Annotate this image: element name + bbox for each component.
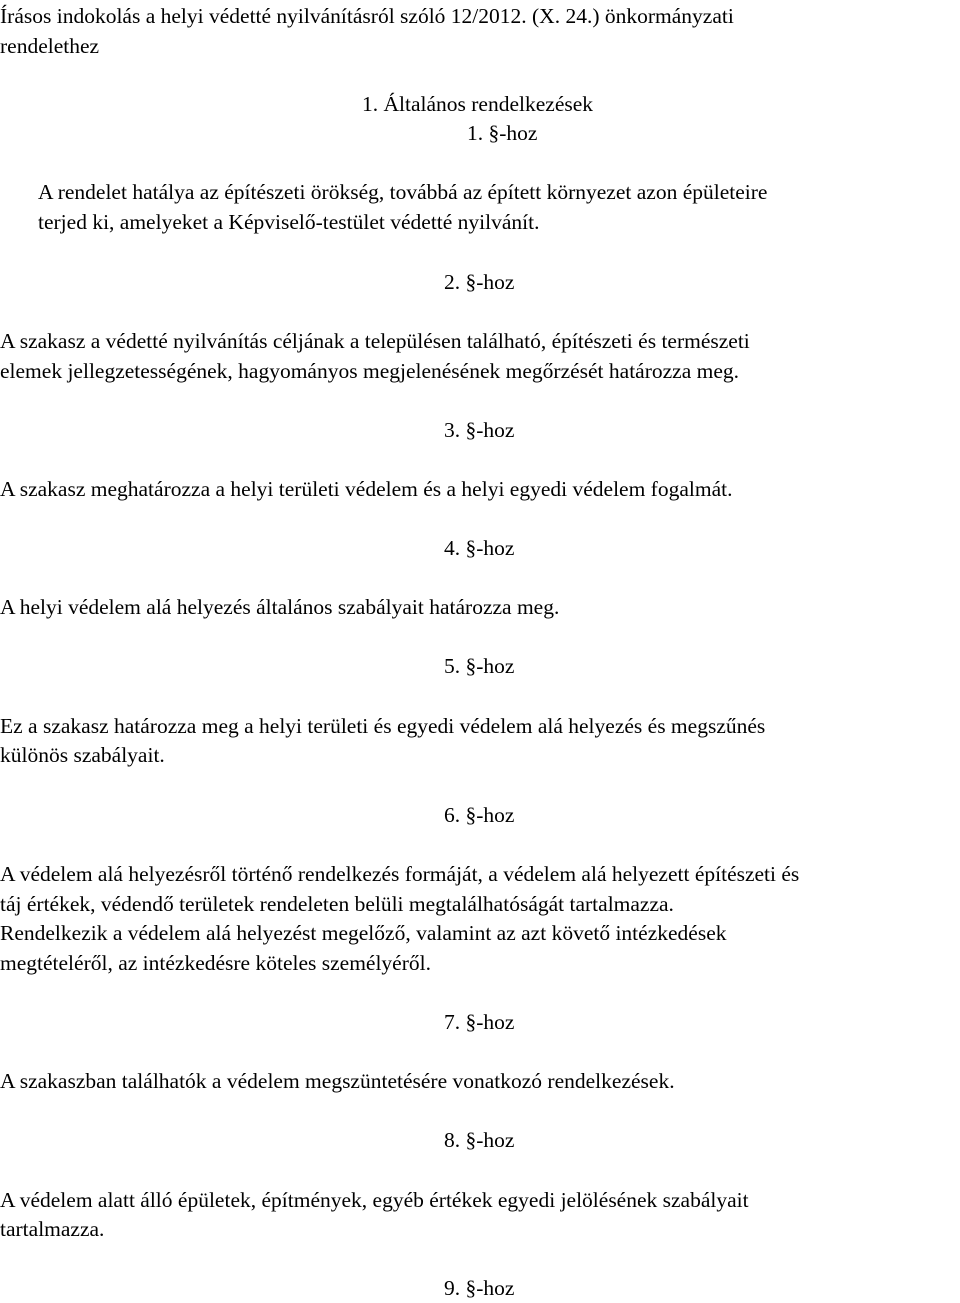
section-heading-6: 6. §-hoz bbox=[444, 803, 515, 827]
section-heading-7: 7. §-hoz bbox=[444, 1010, 515, 1034]
section-6-line-4: megtételéről, az intézkedésre köteles személyéről. bbox=[0, 951, 431, 975]
section-5-line-2: különös szabályait. bbox=[0, 743, 165, 767]
section-4-line-1: A helyi védelem alá helyezés általános szabályait határozza meg. bbox=[0, 595, 560, 619]
section-5-line-1: Ez a szakasz határozza meg a helyi területi és egyedi védelem alá helyezés és megszűnés bbox=[0, 714, 766, 738]
section-2-line-2: elemek jellegzetességének, hagyományos megjelenésének megőrzését határozza meg. bbox=[0, 359, 740, 383]
document-title-line-1: Írásos indokolás a helyi védetté nyilvánításról szóló 12/2012. (X. 24.) önkormányzati bbox=[0, 4, 734, 28]
section-heading-1: 1. §-hoz bbox=[467, 121, 538, 145]
section-2-line-1: A szakasz a védetté nyilvánítás céljának a településen található, építészeti és természeti bbox=[0, 329, 750, 353]
section-heading-9: 9. §-hoz bbox=[444, 1276, 515, 1300]
section-7-line-1: A szakaszban találhatók a védelem megszüntetésére vonatkozó rendelkezések. bbox=[0, 1069, 675, 1093]
section-3-line-1: A szakasz meghatározza a helyi területi védelem és a helyi egyedi védelem fogalmát. bbox=[0, 477, 733, 501]
chapter-heading: 1. Általános rendelkezések bbox=[362, 92, 594, 116]
section-heading-4: 4. §-hoz bbox=[444, 536, 515, 560]
section-1-line-1: A rendelet hatálya az építészeti örökség, továbbá az épített környezet azon épületeire bbox=[38, 180, 768, 204]
section-8-line-1: A védelem alatt álló épületek, építmények, egyéb értékek egyedi jelölésének szabályait bbox=[0, 1188, 749, 1212]
section-heading-2: 2. §-hoz bbox=[444, 270, 515, 294]
section-6-line-1: A védelem alá helyezésről történő rendelkezés formáját, a védelem alá helyezett építészeti és bbox=[0, 862, 800, 886]
document-title-line-2: rendelethez bbox=[0, 34, 100, 58]
section-1-line-2: terjed ki, amelyeket a Képviselő-testület védetté nyilvánít. bbox=[38, 210, 540, 234]
section-6-line-2: táj értékek, védendő területek rendeleten belüli megtalálhatóságát tartalmazza. bbox=[0, 892, 674, 916]
section-8-line-2: tartalmazza. bbox=[0, 1217, 105, 1241]
section-heading-8: 8. §-hoz bbox=[444, 1128, 515, 1152]
section-6-line-3: Rendelkezik a védelem alá helyezést megelőző, valamint az azt követő intézkedések bbox=[0, 921, 727, 945]
section-heading-5: 5. §-hoz bbox=[444, 654, 515, 678]
section-heading-3: 3. §-hoz bbox=[444, 418, 515, 442]
